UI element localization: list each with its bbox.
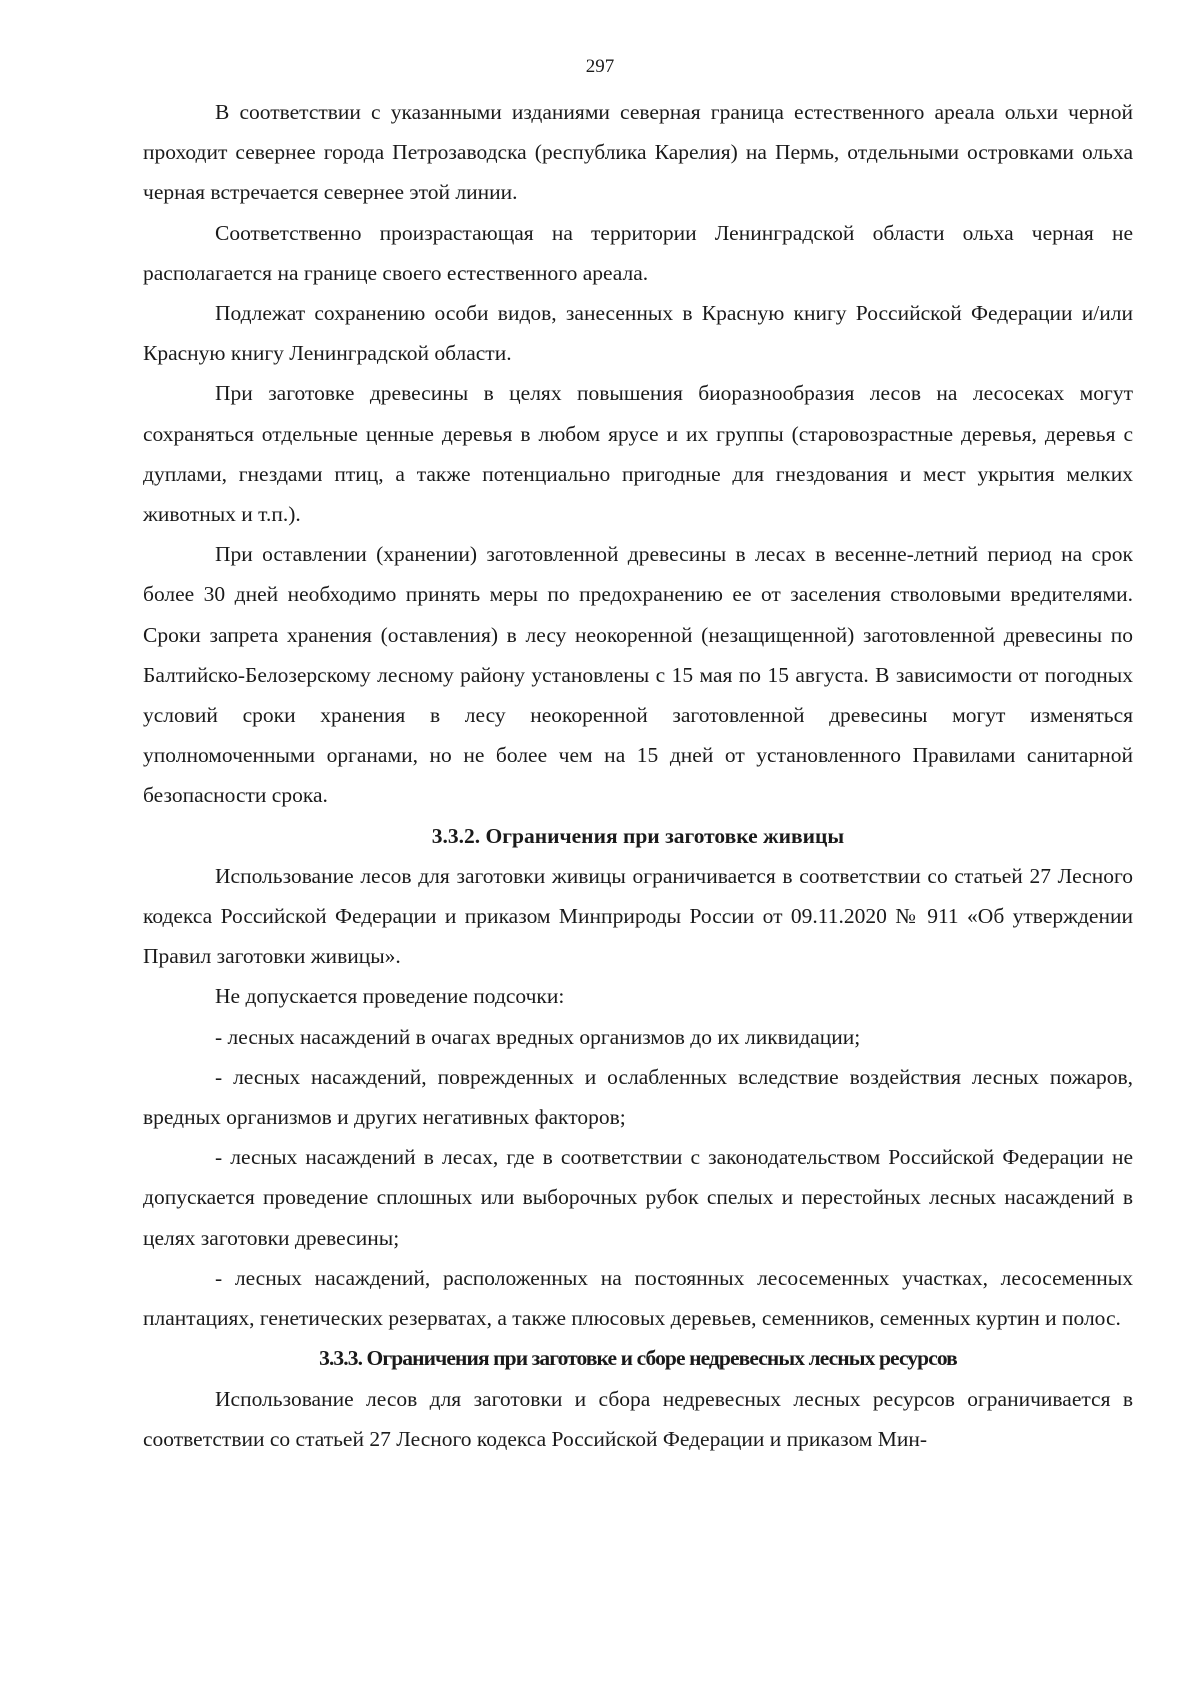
list-item: - лесных насаждений в очагах вредных организмов до их ликвидации; [215, 1024, 861, 1049]
paragraph: При заготовке древесины в целях повышения биоразнообразия лесов на лесосеках могут сохраняться отдельные ценные деревья в любом ярусе и их группы (старовозрастные деревья, деревья с дуплами, гнездами птиц, а также потенциально пригодные для гнездования и мест укрытия мелких животных и т.п.). [143, 381, 1133, 527]
document-body [143, 92, 1133, 1459]
paragraph: При оставлении (хранении) заготовленной древесины в лесах в весенне-летний период на срок более 30 дней необходимо принять меры по предохранению ее от заселения стволовыми вредителями. Сроки запрета хранения (оставления) в лесу неокоренной (незащищенной) заготовленной древесины по Балтийско-Белозерскому лесному району установлены с 15 мая по 15 августа. В зависимости от погодных условий сроки хранения в лесу неокоренной заготовленной древесины могут изменяться уполномоченными органами, но не более чем на 15 дней от установленного Правилами санитарной безопасности срока. [143, 542, 1133, 808]
paragraph: Соответственно произрастающая на территории Ленинградской области ольха черная не располагается на границе своего естественного ареала. [143, 220, 1133, 285]
page-number: 297 [585, 56, 615, 77]
paragraph: Подлежат сохранению особи видов, занесенных в Красную книгу Российской Федерации и/или Красную книгу Ленинградской области. [143, 301, 1133, 366]
paragraph: Не допускается проведение подсочки: [215, 984, 565, 1009]
list-item: - лесных насаждений, поврежденных и ослабленных вследствие воздействия лесных пожаров, вредных организмов и других негативных факторов; [143, 1064, 1133, 1130]
paragraph: Использование лесов для заготовки и сбора недревесных лесных ресурсов ограничивается в соответствии со статьей 27 Лесного кодекса Российской Федерации и приказом Мин- [143, 1386, 1133, 1451]
list-item: - лесных насаждений, расположенных на постоянных лесосеменных участках, лесосеменных плантациях, генетических резерватах, а также плюсовых деревьев, семенников, семенных куртин и полос. [143, 1265, 1133, 1331]
section-heading-3-3-3: 3.3.3. Ограничения при заготовке и сборе недревесных лесных ресурсов [319, 1346, 957, 1371]
paragraph: В соответствии с указанными изданиями северная граница естественного ареала ольхи черной проходит севернее города Петрозаводска (республика Карелия) на Пермь, отдельными островками ольха черная встречается севернее этой линии. [143, 100, 1133, 205]
section-heading-3-3-2: 3.3.2. Ограничения при заготовке живицы [431, 823, 845, 848]
paragraph: Использование лесов для заготовки живицы ограничивается в соответствии со статьей 27 Лесного кодекса Российской Федерации и приказом Минприроды России от 09.11.2020 № 911 «Об утверждении Правил заготовки живицы». [143, 863, 1133, 969]
list-item: - лесных насаждений в лесах, где в соответствии с законодательством Российской Федерации не допускается проведение сплошных или выборочных рубок спелых и перестойных лесных насаждений в целях заготовки древесины; [143, 1145, 1133, 1250]
